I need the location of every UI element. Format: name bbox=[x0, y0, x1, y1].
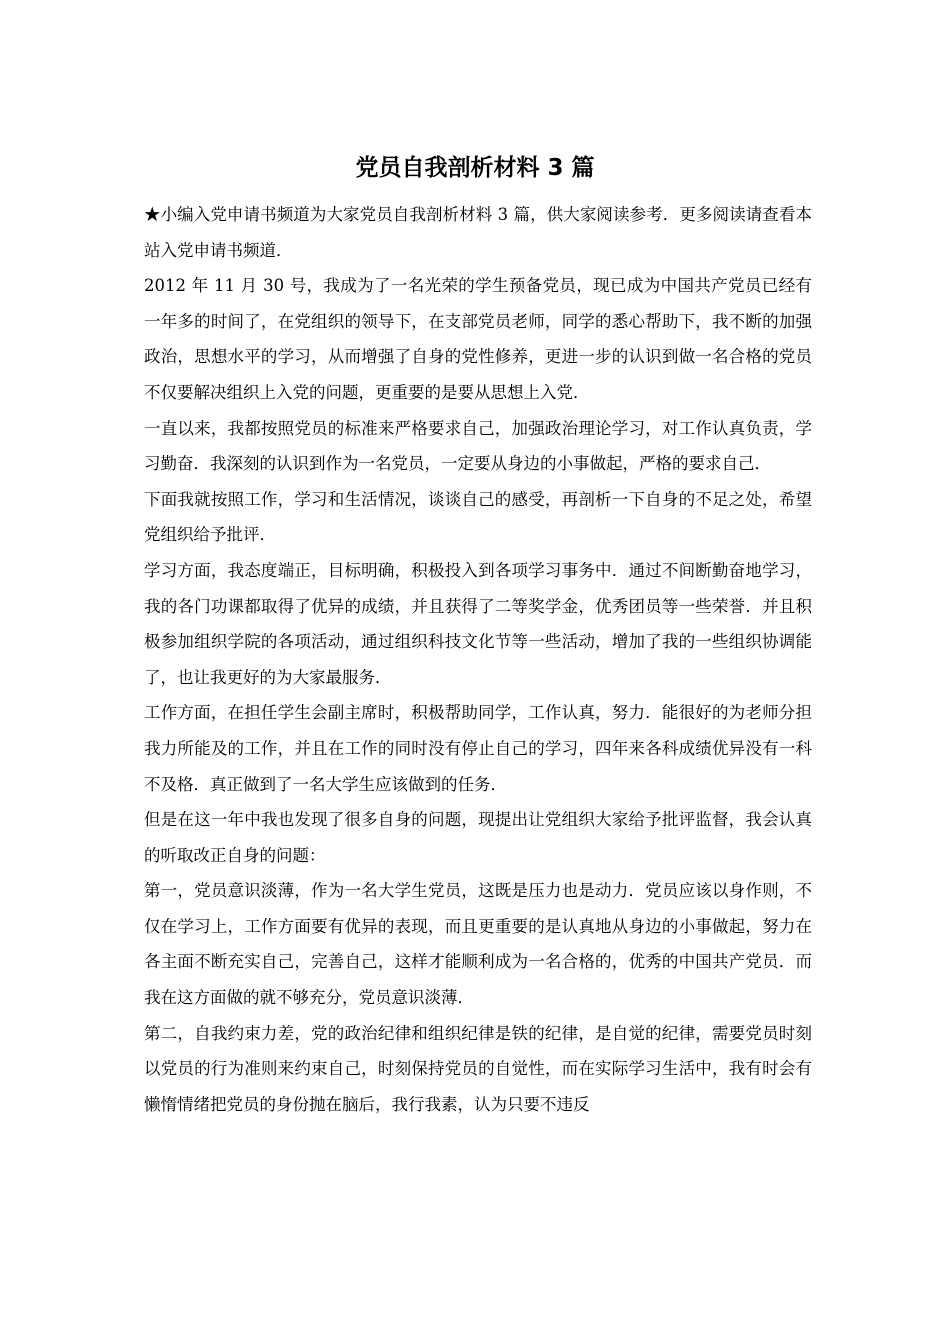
paragraph-problems-intro: 但是在这一年中我也发现了很多自身的问题，现提出让党组织大家给予批评监督，我会认真的听取改正自身的问题： bbox=[144, 810, 812, 865]
paragraph-intro: ★小编入党申请书频道为大家党员自我剖析材料 3 篇，供大家阅读参考．更多阅读请查看本站入党申请书频道． bbox=[144, 205, 812, 260]
document-body bbox=[144, 197, 812, 1122]
paragraph-work: 工作方面，在担任学生会副主席时，积极帮助同学，工作认真，努力．能很好的为老师分担我力所能及的工作，并且在工作的同时没有停止自己的学习，四年来各科成绩优异没有一科不及格．真正做到了一名大学生应该做到的任务． bbox=[144, 703, 812, 794]
paragraph-background: 2012 年 11 月 30 号，我成为了一名光荣的学生预备党员，现已成为中国共产党员已经有一年多的时间了，在党组织的领导下，在支部党员老师，同学的悉心帮助下，我不断的加强政治，思想水平的学习，从而增强了自身的党性修养，更进一步的认识到做一名合格的党员不仅要解决组织上入党的问题，更重要的是要从思想上入党． bbox=[144, 276, 812, 402]
paragraph-problem-1: 第一，党员意识淡薄，作为一名大学生党员，这既是压力也是动力．党员应该以身作则，不仅在学习上，工作方面要有优异的表现，而且更重要的是认真地从身边的小事做起，努力在各主面不断充实自己，完善自己，这样才能顺利成为一名合格的，优秀的中国共产党员．而我在这方面做的就不够充分，党员意识淡薄． bbox=[144, 881, 812, 1008]
paragraph-study: 学习方面，我态度端正，目标明确，积极投入到各项学习事务中．通过不间断勤奋地学习，我的各门功课都取得了优异的成绩，并且获得了二等奖学金，优秀团员等一些荣誉．并且积极参加组织学院的各项活动，通过组织科技文化节等一些活动，增加了我的一些组织协调能了，也让我更好的为大家最服务． bbox=[144, 560, 812, 687]
paragraph-problem-2: 第二，自我约束力差，党的政治纪律和组织纪律是铁的纪律，是自觉的纪律，需要党员时刻以党员的行为准则来约束自己，时刻保持党员的自觉性，而在实际学习生活中，我有时会有懒惰情绪把党员的身份抛在脑后，我行我素，认为只要不违反 bbox=[144, 1023, 812, 1114]
document-title: 党员自我剖析材料 3 篇 bbox=[355, 155, 595, 181]
paragraph-self-requirement: 一直以来，我都按照党员的标准来严格要求自己，加强政治理论学习，对工作认真负责，学习勤奋．我深刻的认识到作为一名党员，一定要从身边的小事做起，严格的要求自己． bbox=[144, 418, 812, 474]
paragraph-overview: 下面我就按照工作，学习和生活情况，谈谈自己的感受，再剖析一下自身的不足之处，希望党组织给予批评． bbox=[144, 489, 812, 545]
